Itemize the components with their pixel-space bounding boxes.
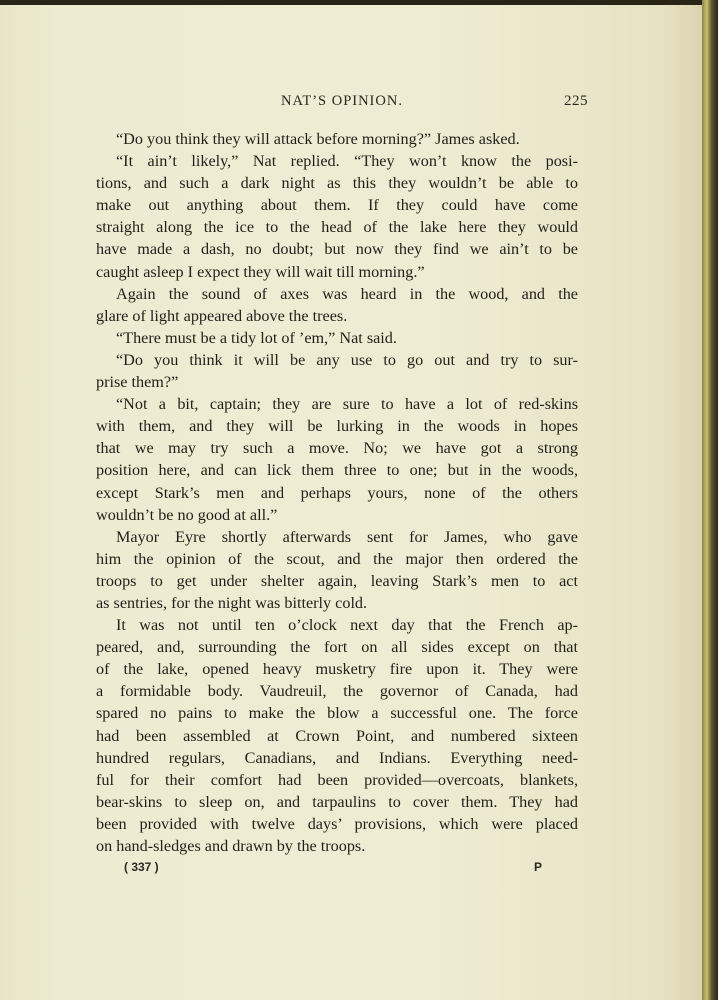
text-line: wouldn’t be no good at all.” <box>96 505 278 524</box>
text-line: bear-skins to sleep on, and tarpaulins to cover them. They had <box>96 792 578 811</box>
page-top-edge <box>0 0 718 5</box>
text-line: straight along the ice to the head of the lake here they would <box>96 218 578 237</box>
signature-number: ( 337 ) <box>124 860 159 874</box>
text-line: him the opinion of the scout, and the major then ordered the <box>96 549 578 568</box>
body-text <box>96 128 578 857</box>
text-line: spared no pains to make the blow a successful one. The force <box>96 704 578 723</box>
text-line: “Do you think it will be any use to go out and try to sur- <box>116 350 578 369</box>
text-line: “There must be a tidy lot of ’em,” Nat said. <box>116 328 397 347</box>
page-number: 225 <box>564 93 588 109</box>
text-line: make out anything about them. If they could have come <box>96 196 578 215</box>
text-line: “Not a bit, captain; they are sure to have a lot of red-skins <box>116 395 578 414</box>
text-line: “It ain’t likely,” Nat replied. “They won’t know the posi- <box>116 152 578 171</box>
text-line: Mayor Eyre shortly afterwards sent for James, who gave <box>116 527 578 546</box>
text-line: position here, and can lick them three to one; but in the woods, <box>96 461 578 480</box>
text-line: caught asleep I expect they will wait till morning.” <box>96 262 425 281</box>
text-line: peared, and, surrounding the fort on all sides except on that <box>96 638 578 657</box>
text-line: except Stark’s men and perhaps yours, none of the others <box>96 483 578 502</box>
text-line: tions, and such a dark night as this they wouldn’t be able to <box>96 174 578 193</box>
running-title: NAT’S OPINION. <box>281 93 403 109</box>
text-line: ful for their comfort had been provided—overcoats, blankets, <box>96 770 578 789</box>
running-head <box>96 93 588 115</box>
text-line: had been assembled at Crown Point, and numbered sixteen <box>96 726 578 745</box>
text-line: have made a dash, no doubt; but now they find we ain’t to be <box>96 240 578 259</box>
text-line: on hand-sledges and drawn by the troops. <box>96 837 366 855</box>
text-line: prise them?” <box>96 373 179 392</box>
text-line: troops to get under shelter again, leaving Stark’s men to act <box>96 571 578 590</box>
book-spine-edge <box>702 0 718 1000</box>
text-line: of the lake, opened heavy musketry fire upon it. They were <box>96 660 578 679</box>
text-line: It was not until ten o’clock next day that the French ap- <box>116 616 578 635</box>
signature-letter: P <box>533 860 542 874</box>
text-line: as sentries, for the night was bitterly cold. <box>96 593 368 612</box>
text-line: hundred regulars, Canadians, and Indians. Everything need- <box>96 748 578 767</box>
text-line: glare of light appeared above the trees. <box>96 306 348 325</box>
text-line: been provided with twelve days’ provisions, which were placed <box>96 814 578 833</box>
text-line: that we may try such a move. No; we have got a strong <box>96 439 578 458</box>
text-line: a formidable body. Vaudreuil, the governor of Canada, had <box>96 682 578 701</box>
text-line: “Do you think they will attack before morning?” James asked. <box>116 130 520 148</box>
text-line: with them, and they will be lurking in the woods in hopes <box>96 417 578 436</box>
text-line: Again the sound of axes was heard in the wood, and the <box>116 284 578 303</box>
